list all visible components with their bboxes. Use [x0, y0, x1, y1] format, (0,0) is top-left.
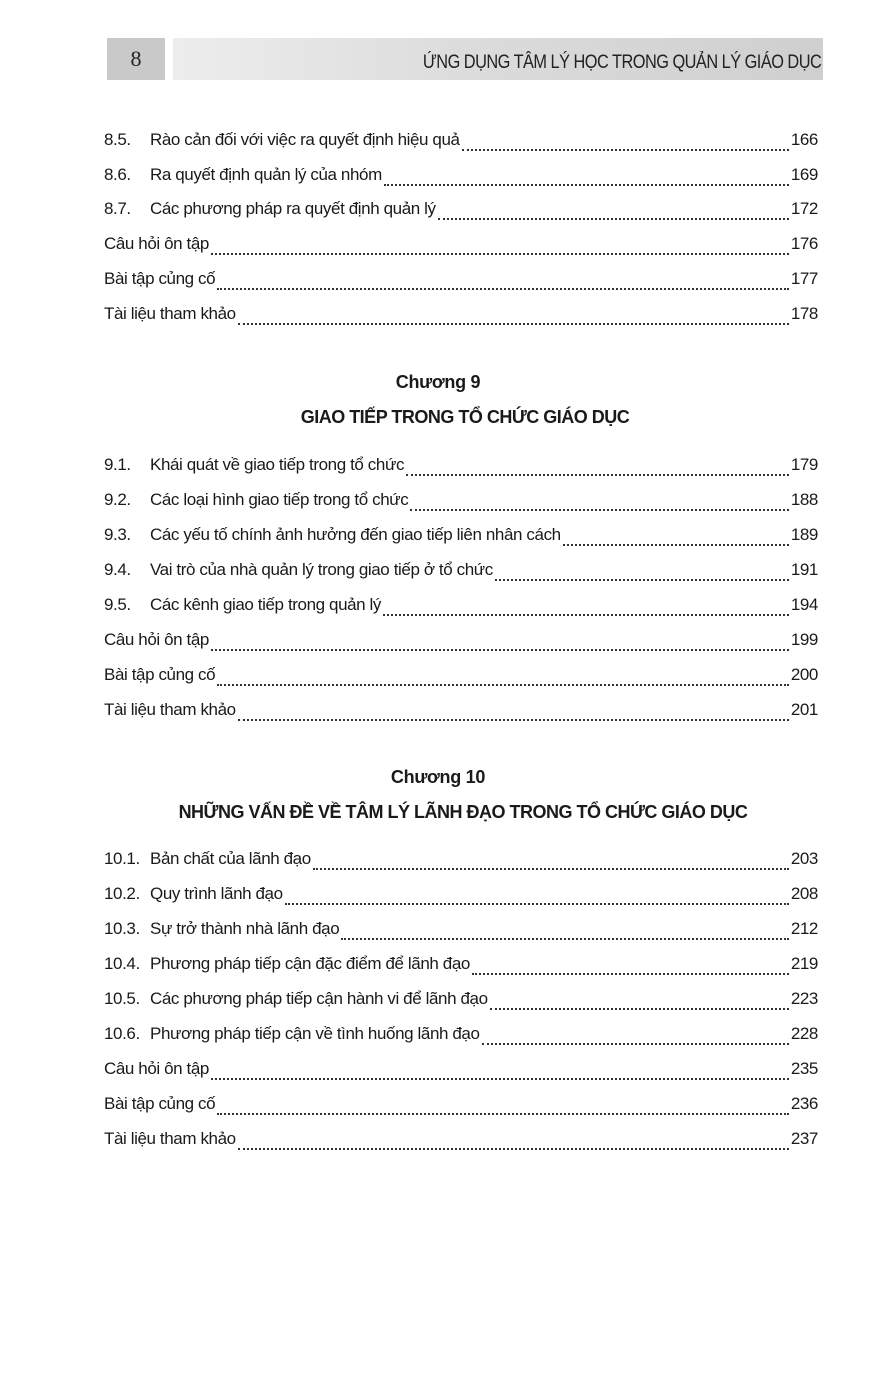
toc-entry-title: Bài tập củng cố	[104, 665, 216, 684]
toc-entry-title: Tài liệu tham khảo	[104, 700, 236, 719]
toc-entry[interactable]	[104, 919, 818, 945]
dot-leader	[438, 217, 789, 220]
dot-leader	[238, 1147, 789, 1150]
toc-entry[interactable]	[104, 665, 818, 691]
toc-entry[interactable]	[104, 199, 818, 225]
toc-entry-title: Phương pháp tiếp cận đặc điểm để lãnh đạo	[150, 954, 470, 973]
dot-leader	[406, 473, 789, 476]
toc-entry[interactable]	[104, 1024, 818, 1050]
toc-entry[interactable]	[104, 1059, 818, 1085]
toc-entry-number: 10.3.	[104, 919, 140, 938]
toc-entry-page: 203	[790, 849, 818, 868]
toc-entry-page: 172	[790, 199, 818, 218]
header-bar	[173, 38, 823, 80]
toc-entry-number: 9.3.	[104, 525, 131, 544]
toc-entry-page: 223	[790, 989, 818, 1008]
dot-leader	[490, 1007, 789, 1010]
toc-entry[interactable]	[104, 989, 818, 1015]
toc-entry[interactable]	[104, 490, 818, 516]
toc-entry[interactable]	[104, 525, 818, 551]
dot-leader	[410, 508, 788, 511]
toc-entry-number: 9.1.	[104, 455, 131, 474]
toc-entry-page: 199	[790, 630, 818, 649]
chapter-10-label: Chương 10	[390, 767, 486, 787]
dot-leader	[211, 648, 789, 651]
dot-leader	[217, 1112, 789, 1115]
toc-entry-number: 10.2.	[104, 884, 140, 903]
toc-entry-page: 228	[790, 1024, 818, 1043]
toc-entry-page: 200	[790, 665, 818, 684]
toc-entry-title: Bản chất của lãnh đạo	[150, 849, 311, 868]
toc-entry[interactable]	[104, 234, 818, 260]
toc-entry-title: Các kênh giao tiếp trong quản lý	[150, 595, 382, 614]
toc-entry-number: 10.6.	[104, 1024, 140, 1043]
toc-entry-title: Các phương pháp tiếp cận hành vi để lãnh đạo	[150, 989, 488, 1008]
toc-entry-page: 208	[790, 884, 818, 903]
chapter-9-label: Chương 9	[395, 372, 481, 392]
toc-entry[interactable]	[104, 595, 818, 621]
toc-entry-number: 10.1.	[104, 849, 140, 868]
dot-leader	[238, 322, 789, 325]
toc-entry-page: 236	[790, 1094, 818, 1113]
toc-entry-title: Tài liệu tham khảo	[104, 304, 236, 323]
toc-entry-title: Bài tập củng cố	[104, 1094, 216, 1113]
toc-entry[interactable]	[104, 954, 818, 980]
running-title: ỨNG DỤNG TÂM LÝ HỌC TRONG QUẢN LÝ GIÁO DỤC	[422, 52, 821, 73]
toc-entry[interactable]	[104, 269, 818, 295]
dot-leader	[384, 183, 789, 186]
toc-entry-title: Vai trò của nhà quản lý trong giao tiếp ở tổ chức	[150, 560, 493, 579]
toc-entry-title: Khái quát về giao tiếp trong tổ chức	[150, 455, 405, 474]
toc-entry-page: 189	[790, 525, 818, 544]
toc-entry-title: Câu hỏi ôn tập	[104, 1059, 209, 1078]
toc-entry-title: Phương pháp tiếp cận về tình huống lãnh đạo	[150, 1024, 480, 1043]
toc-entry-page: 237	[790, 1129, 818, 1148]
dot-leader	[482, 1042, 789, 1045]
toc-entry-number: 10.5.	[104, 989, 140, 1008]
toc-entry[interactable]	[104, 1094, 818, 1120]
dot-leader	[341, 937, 789, 940]
toc-entry-title: Các loại hình giao tiếp trong tổ chức	[150, 490, 409, 509]
dot-leader	[238, 718, 789, 721]
toc-entry-title: Các yếu tố chính ảnh hưởng đến giao tiếp liên nhân cách	[150, 525, 561, 544]
toc-entry[interactable]	[104, 304, 818, 330]
toc-entry-page: 176	[790, 234, 818, 253]
toc-entry-page: 194	[790, 595, 818, 614]
toc-entry-page: 212	[790, 919, 818, 938]
toc-entry-page: 169	[790, 165, 818, 184]
toc-entry-page: 201	[790, 700, 818, 719]
toc-entry-title: Ra quyết định quản lý của nhóm	[150, 165, 382, 184]
dot-leader	[563, 543, 789, 546]
toc-entry[interactable]	[104, 849, 818, 875]
toc-entry-page: 177	[790, 269, 818, 288]
toc-entry-number: 8.6.	[104, 165, 131, 184]
toc-entry-page: 178	[790, 304, 818, 323]
toc-entry-title: Bài tập củng cố	[104, 269, 216, 288]
dot-leader	[383, 613, 789, 616]
toc-entry-page: 219	[790, 954, 818, 973]
dot-leader	[217, 683, 789, 686]
toc-entry[interactable]	[104, 130, 818, 156]
toc-entry-page: 188	[790, 490, 818, 509]
dot-leader	[211, 252, 789, 255]
toc-entry-title: Câu hỏi ôn tập	[104, 234, 209, 253]
toc-entry[interactable]	[104, 455, 818, 481]
dot-leader	[472, 972, 789, 975]
toc-entry-page: 179	[790, 455, 818, 474]
dot-leader	[217, 287, 789, 290]
chapter-9-title: GIAO TIẾP TRONG TỔ CHỨC GIÁO DỤC	[300, 407, 630, 427]
toc-entry-number: 8.7.	[104, 199, 131, 218]
dot-leader	[462, 148, 789, 151]
toc-entry-title: Tài liệu tham khảo	[104, 1129, 236, 1148]
dot-leader	[285, 902, 789, 905]
page-number: 8	[107, 38, 165, 80]
dot-leader	[211, 1077, 789, 1080]
toc-entry[interactable]	[104, 630, 818, 656]
toc-entry-number: 9.4.	[104, 560, 131, 579]
toc-entry-title: Các phương pháp ra quyết định quản lý	[150, 199, 436, 218]
toc-entry[interactable]	[104, 884, 818, 910]
toc-entry-number: 8.5.	[104, 130, 131, 149]
toc-entry[interactable]	[104, 1129, 818, 1155]
dot-leader	[313, 867, 789, 870]
toc-entry-title: Sự trở thành nhà lãnh đạo	[150, 919, 340, 938]
running-header	[107, 38, 823, 80]
toc-entry-number: 9.5.	[104, 595, 131, 614]
dot-leader	[495, 578, 789, 581]
toc-entry[interactable]	[104, 700, 818, 726]
toc-entry-page: 191	[790, 560, 818, 579]
toc-entry-page: 235	[790, 1059, 818, 1078]
toc-entry[interactable]	[104, 165, 818, 191]
toc-entry-title: Rào cản đối với việc ra quyết định hiệu quả	[150, 130, 460, 149]
toc-entry-number: 10.4.	[104, 954, 140, 973]
toc-entry[interactable]	[104, 560, 818, 586]
toc-entry-page: 166	[790, 130, 818, 149]
toc-entry-title: Quy trình lãnh đạo	[150, 884, 283, 903]
toc-entry-number: 9.2.	[104, 490, 131, 509]
chapter-10-title: NHỮNG VẤN ĐỀ VỀ TÂM LÝ LÃNH ĐẠO TRONG TỔ CHỨC GIÁO DỤC	[178, 802, 748, 822]
toc-entry-title: Câu hỏi ôn tập	[104, 630, 209, 649]
